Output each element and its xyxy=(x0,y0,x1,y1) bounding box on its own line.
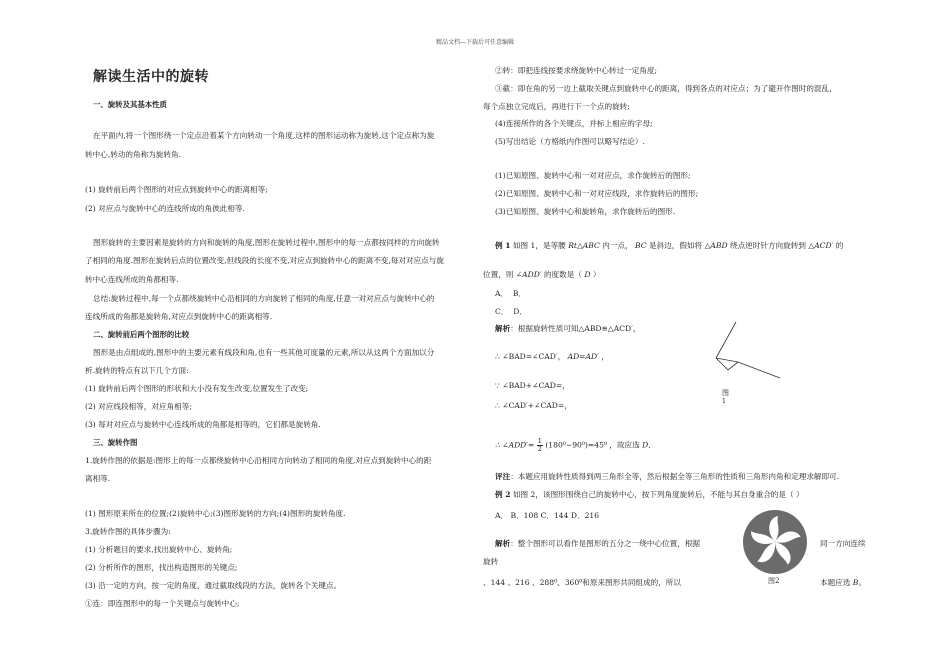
paragraph-line: 每个点独立完成后，再进行下一个点的旋转; xyxy=(483,102,630,111)
paragraph-line: 了相同的角度.图形在旋转后点的位置改变,但线段的长度不变,对应点到旋转中心的距离不变,每对对应点与旋 xyxy=(85,256,444,265)
paragraph-line: (5)写出结论（方格纸内作图可以略写结论）. xyxy=(495,137,645,146)
solution-line: 同一方向连续 xyxy=(820,539,866,548)
figure-2-emblem xyxy=(736,508,814,576)
comment-line: 评注：本题应用旋转性质得到两三角形全等，然后根据全等三角形的性质和三角形内角和定理求解即可. xyxy=(495,472,840,481)
solution-formula: ∴ ∠ADD′= $\frac{1}{2}$ (180⁰−90⁰)=45⁰ ，故应选 D． xyxy=(495,437,656,453)
solution-line: 解析：整个图形可以看作是图形的五分之一绕中心位置，根据 xyxy=(495,539,701,548)
section-heading-1: 一、旋转及其基本性质 xyxy=(93,100,167,109)
paragraph-line: ③截：即在角的另一边上截取关键点到旋转中心的距离，得到各点的对应点；为了避开作图时的混乱， xyxy=(495,84,837,93)
solution-line: ∴ ∠BAD=∠CAD′， AD=AD′ ， xyxy=(495,352,609,361)
figure-1-caption-number: 1 xyxy=(722,398,726,405)
list-item: ①连：即连图形中的每一个关键点与旋转中心; xyxy=(85,599,240,608)
paragraph-line: 离相等. xyxy=(85,474,111,483)
solution-line: 本题应选 B。 xyxy=(820,578,866,587)
paragraph-line: 析.旋转的特点有以下几个方面: xyxy=(85,366,189,375)
fig1-segment xyxy=(738,362,780,378)
list-item: (2) 对应点与旋转中心的连线所成的角彼此相等. xyxy=(85,204,245,213)
example-2-line: 例 2 如图 2，该图形围绕自己的旋转中心，按下列角度旋转后，不能与其自身重合的是（ ） xyxy=(495,490,804,499)
page-header: 精品文档---下载后可任意编辑 xyxy=(435,39,515,46)
figure-1-diagram xyxy=(708,318,788,390)
paragraph-line: 图形是由点组成的,图形中的主要元素有线段和角,也有一些其他可度量的元素,所以从这两个方面加以分 xyxy=(93,348,435,357)
list-item: (3)已知原图、旋转中心和旋转角，求作旋转后的图形. xyxy=(495,207,676,216)
list-item: (2)已知原图、旋转中心和一对对应线段，求作旋转后的图形; xyxy=(495,189,699,198)
paragraph-line: 转中心连线所成的角都相等. xyxy=(85,275,179,284)
paragraph-line: 图形旋转的主要因素是旋转的方向和旋转的角度,图形在旋转过程中,图形中的每一点都按同样的方向旋转 xyxy=(93,238,440,247)
solution-line: ∴ ∠CAD′+∠CAD=， xyxy=(495,401,572,410)
solution-line: ∵ ∠BAD+∠CAD=， xyxy=(495,381,570,390)
solution-line: 旋转 xyxy=(483,557,499,566)
solution-line: 解析：根据旋转性质可知△ABD≌△ACD′， xyxy=(495,324,641,333)
option-row: C． D． xyxy=(495,307,527,316)
paragraph-line: 连线所成的角都是旋转角,对应点到旋转中心的距离相等. xyxy=(85,312,273,321)
paragraph-line: (4)连接所作的各个关键点，并标上相应的字母; xyxy=(495,119,653,128)
list-item: (3) 每对对应点与旋转中心连线所成的角都是相等的，它们都是旋转角. xyxy=(85,420,321,429)
example-label: 例 1 xyxy=(495,241,511,250)
option-row: A． B． xyxy=(495,289,527,298)
paragraph-line: ②转：即把连线按要求绕旋转中心转过一定角度; xyxy=(495,66,658,75)
list-item: (1)已知原图、旋转中心和一对对应点，求作旋转后的图形; xyxy=(495,171,691,180)
example-1-line-1: 例 1 如图 1，是等腰 Rt△ABC 内一点， BC 是斜边，假如将 △ABD 绕点逆时针方向旋转到 △ACD′ 的 xyxy=(495,241,844,250)
fig1-segment xyxy=(728,362,738,370)
list-item: (1) 分析题目的要求,找出旋转中心、旋转角; xyxy=(85,545,233,554)
paragraph-line: 在平面内,将一个图形绕一个定点沿着某个方向转动一个角度,这样的图形运动称为旋转,这个定点称为旋 xyxy=(93,131,435,140)
section-heading-2: 二、旋转前后两个图形的比较 xyxy=(93,330,190,339)
list-item: (2) 对应线段相等，对应角相等; xyxy=(85,402,192,411)
list-item: (3) 沿一定的方向，按一定的角度，通过截取线段的方法，旋转各个关键点。 xyxy=(85,581,342,590)
list-item: (1) 旋转前后两个图形的形状和大小没有发生改变,位置发生了改变; xyxy=(85,384,309,393)
section-heading-3: 三、旋转作图 xyxy=(93,438,138,447)
paragraph-line: 转中心,转动的角称为旋转角. xyxy=(85,150,181,159)
paragraph-line: 1.旋转作图的依据是:图形上的每一点都绕旋转中心沿相同方向转动了相同的角度,对应点到旋转中心的距 xyxy=(85,456,432,465)
list-item: (1) 旋转前后两个图形的对应点到旋转中心的距离相等; xyxy=(85,185,268,194)
fraction: $\frac{1}{2}$ xyxy=(537,437,542,453)
list-item: (2) 分析所作的图形，找出构造图形的关键点; xyxy=(85,563,238,572)
example-1-line-2: 位置，则 ∠ADD′ 的度数是（ D ） xyxy=(483,270,601,279)
option-row: A． B．108 C．144 D．216 xyxy=(495,511,600,520)
list-item: (1) 图形原来所在的位置;(2)旋转中心;(3)图形旋转的方向;(4)图形的旋转角度. xyxy=(85,509,346,518)
page-title: 解读生活中的旋转 xyxy=(93,69,209,85)
figure-1-caption: 图 xyxy=(722,389,729,397)
solution-line: 、144 、216 、288⁰、360⁰和原来图形共同组成的，所以 xyxy=(483,578,681,587)
paragraph-line: 3.旋转作图的具体步骤为: xyxy=(85,527,171,536)
paragraph-line: 总结:旋转过程中,每一个点都绕旋转中心沿相同的方向旋转了相同的角度,任意一对对应点与旋转中心的 xyxy=(93,294,435,303)
figure-2-caption: 图2 xyxy=(768,577,780,585)
fig1-segment xyxy=(716,322,736,358)
